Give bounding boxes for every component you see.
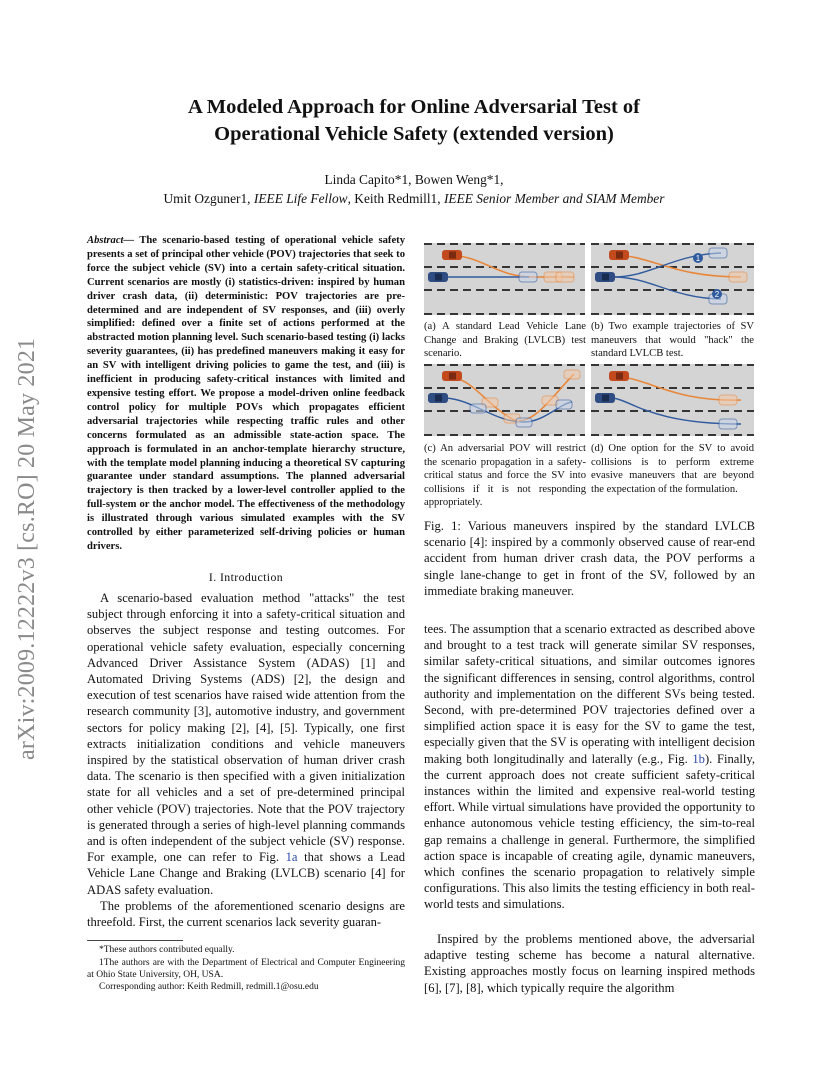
sv-car-icon [595, 272, 615, 282]
author-list [60, 170, 768, 208]
section-heading: I. Introduction [208, 570, 284, 584]
subcaption-d: (d) One option for the SV to avoid collisions is to perform extreme evasive maneuvers that are beyond the expectation of the formulation. [591, 443, 754, 495]
paper-title [60, 94, 768, 148]
intro-paragraph-1: A scenario-based evaluation method "attacks" the test subject through enforcing it into a safety-critical situation and observes the subject response and testing outcomes. For operational vehicle safety evaluation, especially concerning Advanced Driver Assistance System (ADAS) [1] and Automated Driving Systems (ADS) [2], the design and execution of test scenarios have raised wide attention from the research community [3], automotive industry, and government sectors for policy making [2], [4], [5]. Typically, one first extracts initialization conditions and vehicle maneuvers inspired by the statistical observation of human driver crash data. The scenario is then specified with a given initialization state for all vehicles and a set of pre-determined principal other vehicle (POV) trajectories. Note that the POV trajectory is generated through a series of high-level planning commands and is often independent of the subject vehicle (SV) response. For example, one can refer to Fig. 1a that shows a Lead Vehicle Lane Change and Braking (LVLCB) scenario [4] for ADAS safety evaluation. [87, 591, 405, 897]
right-paragraph-2: Inspired by the problems mentioned above, the adversarial adaptive testing scheme has become a natural alternative. Existing approaches mostly focus on learning inspired methods [6], [7], [8], which typically require the algorithm [424, 932, 755, 995]
author-title: IEEE Senior Member and SIAM Member [443, 191, 665, 206]
arxiv-identifier: arXiv:2009.12222v3 [cs.RO] 20 May 2021 [14, 337, 40, 760]
authors-line-2 [60, 189, 768, 208]
figure-link[interactable]: 1a [285, 850, 298, 865]
subcaption-a: (a) A standard Lead Vehicle Lane Change and Braking (LVLCB) test scenario. [424, 321, 586, 360]
sv-car-icon [595, 393, 615, 403]
authors-line-1: Linda Capito*1, Bowen Weng*1, [324, 172, 504, 187]
pov-car-icon [442, 371, 462, 381]
figure-caption: Fig. 1: Various maneuvers inspired by the standard LVLCB scenario [4]: inspired by a commonly observed cause of rear-end accident from human driver crash data, the POV performs a single lane-change to get in front of the SV, followed by an immediate braking maneuver. [424, 519, 755, 598]
right-paragraph-1: tees. The assumption that a scenario extracted as described above and brought to a test track will generate similar SV responses, similar safety-critical situations, and similar outcomes ignores the significant differences in sensing, control algorithms, control authority and implementation on the different SVs being tested. Second, with pre-determined POV trajectories defined over a simplified action space it is easy for the SV to game the test, especially given that the SV is operating with intelligent decision making both longitudinally and laterally (e.g., Fig. 1b). Finally, the current approach does not create sufficient safety-critical instances within the limited and expensive real-world testing effort. While virtual simulations have provided the opportunity to enhance autonomous vehicle testing efficiency, the sim-to-real gap remains a challenge in general. Furthermore, the simplified action space is incapable of creating agile, dynamic maneuvers, which confines the scenario propagation to relatively simple configurations. This also limits the testing efficiency in both real-world tests and simulations. [424, 622, 755, 912]
footnote-corresponding-author: Corresponding author: Keith Redmill, redmill.1@osu.edu [99, 982, 319, 992]
pov-car-icon [442, 250, 462, 260]
figure-panel-d [591, 364, 754, 436]
figure-link[interactable]: 1b [692, 751, 705, 766]
badge-label-1: 1 [695, 254, 701, 263]
figure-panel-c [424, 364, 585, 436]
abstract-text: The scenario-based testing of operational vehicle safety presents a set of principal other vehicle (POV) trajectories that seek to force the subject vehicle (SV) into a certain safety-critical situation. Current scenarios are mostly (i) statistics-driven: inspired by human driver crash data, (ii) deterministic: POV trajectories are pre-determined and are independent of SV responses, and (iii) overly simplified: defined over a finite set of actions performed at the abstracted motion planning level. Such scenario-based testing (i) lacks severity guarantees, (ii) has predefined maneuvers making it easy for an SV with intelligent driving policies to game the test, and (iii) is inefficient in producing safety-critical instances with limited and expensive testing effort. We propose a model-driven online feedback control policy for multiple POVs which propagates efficient adversarial trajectories while respecting traffic rules and other concerns formulated as an admissible state-action space. The approach is formulated in an anchor-template hierarchy structure, with the template model planning inducing a theoretical SV capturing guarantee under standard assumptions. The planned adversarial trajectory is then tracked by a lower-level controller applied to the full-system or the anchor model. The effectiveness of the methodology is illustrated through various simulated examples with the SV controlled by either parameterized self-driving policies or human drivers. [87, 235, 405, 552]
subcaption-b: (b) Two example trajectories of SV maneuvers that would "hack" the standard LVLCB test. [591, 321, 754, 360]
pov-car-icon [609, 371, 629, 381]
title-line-2: Operational Vehicle Safety (extended version) [214, 123, 614, 145]
abstract [87, 234, 405, 554]
subcaption-c: (c) An adversarial POV will restrict the scenario propagation in a safety-critical status and force the SV into collisions if it is not responding appropriately. [424, 443, 586, 509]
abstract-label: Abstract— [87, 235, 135, 246]
footnote-rule [87, 940, 183, 941]
intro-paragraph-2: The problems of the aforementioned scenario designs are threefold. First, the current scenarios lack severity guaran- [87, 899, 405, 930]
author-name: , Keith Redmill1, [347, 191, 444, 206]
author-title: IEEE Life Fellow [253, 191, 348, 206]
title-line-1: A Modeled Approach for Online Adversarial Test of [188, 96, 640, 118]
sv-car-icon [428, 272, 448, 282]
figure-panel-a [424, 243, 585, 315]
pov-car-icon [609, 250, 629, 260]
sv-car-icon [428, 393, 448, 403]
author-name: Umit Ozguner1, [163, 191, 254, 206]
badge-label-2: 2 [714, 290, 720, 299]
footnote-equal-contribution: *These authors contributed equally. [99, 945, 235, 955]
figure-panel-b [591, 243, 754, 315]
footnote-affiliation: 1The authors are with the Department of Electrical and Computer Engineering at Ohio State University, OH, USA. [87, 958, 405, 980]
